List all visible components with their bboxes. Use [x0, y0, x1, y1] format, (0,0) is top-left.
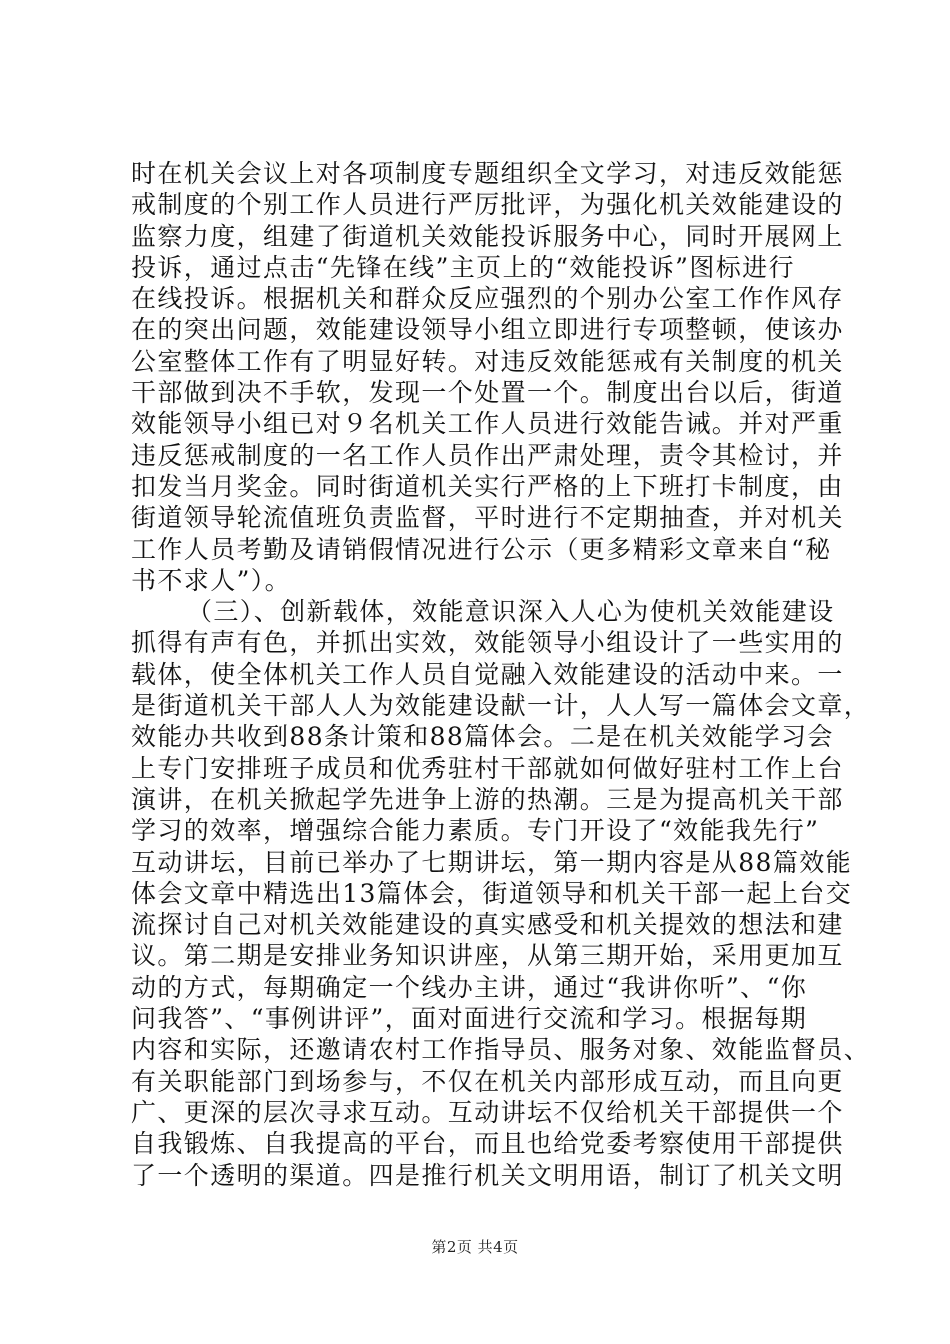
text-line: 效能领导小组已对９名机关工作人员进行效能告诫。并对严重 — [131, 409, 844, 439]
text-line: 监察力度，组建了街道机关效能投诉服务中心，同时开展网上 — [131, 221, 844, 251]
text-line: 上专门安排班子成员和优秀驻村干部就如何做好驻村工作上台 — [131, 753, 844, 783]
text-line: 动的方式，每期确定一个线办主讲，通过“我讲你听”、“你 — [131, 972, 808, 1002]
text-line: 扣发当月奖金。同时街道机关实行严格的上下班打卡制度，由 — [131, 471, 844, 501]
text-line: 内容和实际，还邀请农村工作指导员、服务对象、效能监督员、 — [131, 1035, 871, 1065]
page-footer: 第2页 共4页 — [431, 1238, 519, 1256]
text-line: 在的突出问题，效能建设领导小组立即进行专项整顿，使该办 — [131, 315, 844, 345]
text-line: 学习的效率，增强综合能力素质。专门开设了“效能我先行” — [131, 816, 820, 846]
body-text — [131, 158, 871, 1191]
text-line: 了一个透明的渠道。四是推行机关文明用语，制订了机关文明 — [131, 1160, 844, 1190]
section-heading-line: （三）、创新载体，效能意识深入人心为使机关效能建设 — [187, 597, 835, 627]
text-line: 违反惩戒制度的一名工作人员作出严肃处理，责令其检讨，并 — [131, 440, 844, 470]
text-line: 效能办共收到88条计策和88篇体会。二是在机关效能学习会 — [131, 722, 834, 752]
text-line: 抓得有声有色，并抓出实效，效能领导小组设计了一些实用的 — [131, 628, 844, 658]
text-line: 流探讨自己对机关效能建设的真实感受和机关提效的想法和建 — [131, 910, 844, 940]
text-line: 街道领导轮流值班负责监督，平时进行不定期抽查，并对机关 — [131, 503, 844, 533]
text-line: 议。第二期是安排业务知识讲座，从第三期开始，采用更加互 — [131, 941, 844, 971]
text-line: 公室整体工作有了明显好转。对违反效能惩戒有关制度的机关 — [131, 346, 844, 376]
text-line: 互动讲坛，目前已举办了七期讲坛，第一期内容是从88篇效能 — [131, 847, 853, 877]
text-line: 演讲，在机关掀起学先进争上游的热潮。三是为提高机关干部 — [131, 784, 844, 814]
text-line: 问我答”、“事例讲评”，面对面进行交流和学习。根据每期 — [131, 1004, 808, 1034]
text-line: 工作人员考勤及请销假情况进行公示（更多精彩文章来自“秘 — [131, 534, 832, 564]
text-line: 戒制度的个别工作人员进行严厉批评，为强化机关效能建设的 — [131, 190, 844, 220]
text-line: 体会文章中精选出13篇体会，街道领导和机关干部一起上台交 — [131, 878, 853, 908]
text-line: 自我锻炼、自我提高的平台，而且也给党委考察使用干部提供 — [131, 1129, 844, 1159]
text-line: 时在机关会议上对各项制度专题组织全文学习，对违反效能惩 — [131, 159, 844, 188]
text-line: 干部做到决不手软，发现一个处置一个。制度出台以后，街道 — [131, 378, 844, 408]
text-line: 书不求人”）。 — [131, 565, 292, 595]
text-line: 有关职能部门到场参与，不仅在机关内部形成互动，而且向更 — [131, 1066, 844, 1096]
text-line: 载体，使全体机关工作人员自觉融入效能建设的活动中来。一 — [131, 659, 844, 689]
text-line: 广、更深的层次寻求互动。互动讲坛不仅给机关干部提供一个 — [131, 1097, 844, 1127]
text-line: 投诉，通过点击“先锋在线”主页上的“效能投诉”图标进行 — [131, 252, 795, 282]
text-line: 是街道机关干部人人为效能建设献一计，人人写一篇体会文章， — [131, 691, 871, 721]
text-line: 在线投诉。根据机关和群众反应强烈的个别办公室工作作风存 — [131, 284, 844, 314]
